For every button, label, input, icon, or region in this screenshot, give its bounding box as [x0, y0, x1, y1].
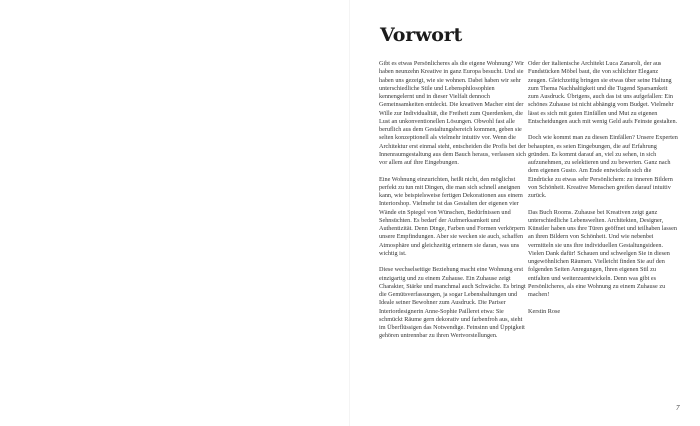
author-signature: Kerstin Rose: [528, 307, 561, 315]
paragraph: Gibt es etwas Persönlicheres als die eigene Wohnung? Wir haben neunzehn Kreative in ganz Europa besucht. Und sie haben uns gezeigt, wie sie wohnen. Dabei haben wir sehr unterschiedliche Stile und Lebensphilosophien kennengelernt und in dieser Vielfalt dennoch Gemeinsamkeiten entdeckt. Die kreativen Macher eint der Wille zur Individualität, die Freiheit zum Querdenken, die Lust an unkonventionellen Lösungen. Obwohl fast alle beruflich aus dem Gestaltungsbereich kommen, geben sie selten konzeptionell als vielmehr intuitiv vor. Wenn die Architektur erst einmal steht, entscheiden die Profis bei der Innenraumgestaltung aus dem Bauch heraus, verlassen sich vor allem auf ihre Eingebungen.: [379, 60, 526, 166]
paragraph: Oder der italienische Architekt Luca Zanaroli, der aus Fundstücken Möbel baut, die von schlichter Eleganz zeugen. Gleichzeitig bringen sie etwas über seine Haltung zum Thema Nachhaltigkeit und die Tugend Sparsamkeit zum Ausdruck. Übrigens, auch das ist uns aufgefallen: Ein schönes Zuhause ist nicht abhängig vom Budget. Vielmehr lässt es sich mit guten Einfällen und Mut zu eigenen Entscheidungen auch mit wenig Geld aufs Feinste gestalten.: [528, 60, 678, 125]
page-number: 7: [676, 404, 680, 412]
text-column-right: [528, 60, 678, 324]
paragraph: Diese wechselseitige Beziehung macht eine Wohnung erst einzigartig und zu einem Zuhause. Ein Zuhause zeigt Charakter, Stärke und manchmal auch Schwäche. Es bringt die Gemütsverfassungen, ja sogar Lebenshaltungen und Ideale seiner Bewohner zum Ausdruck. Die Pariser Interiordesignerin Anne-Sophie Pailleret etwa: Sie schmückt Räume gern dekorativ und farbenfroh aus, sieht im Überflüssigen das Notwendige. Feinsinn und Üppigkeit gehören untrennbar zu ihren Wertvorstellungen.: [379, 266, 526, 340]
paragraph: Eine Wohnung einzurichten, heißt nicht, den möglichst perfekt zu tun mit Dingen, die man sich schnell aneignen kann, wie beispielsweise fertigen Dekorationen aus einem Interiorshop. Vielmehr ist das Gestalten der eigenen vier Wände ein Spiegel von Wünschen, Bedürfnissen und Sehnsüchten. Es bedarf der Aufmerksamkeit und Authentizität. Denn Dinge, Farben und Formen verkörpern unsere Empfindungen. Aber sie wecken sie auch, schaffen Atmosphäre und gleichzeitig erinnern sie daran, was uns wichtig ist.: [379, 175, 526, 257]
page-title: Vorwort: [380, 24, 463, 46]
paragraph: Das Buch Rooms. Zuhause bei Kreativen zeigt ganz unterschiedliche Lebenswelten. Architekten, Designer, Künstler haben uns ihre Türen geöffnet und teilhaben lassen an ihren Bildern von Schönheit. Und wie nebenbei vermitteln sie uns ihre individuellen Gestaltungsideen. Vielen Dank dafür! Schauen und schwelgen Sie in diesen ungewöhnlichen Räumen. Vielleicht finden Sie auf den folgenden Seiten Anregungen, Ihren eigenen Stil zu entfalten und weiterzuentwickeln. Denn was gibt es Persönlicheres, als eine Wohnung zu einem Zuhause zu machen!: [528, 208, 677, 298]
text-column-left: [379, 60, 527, 349]
paragraph: Doch wie kommt man zu diesen Einfällen? Unsere Experten behaupten, es seien Eingebungen, die auf Erfahrung gründen. Es kommt darauf an, viel zu sehen, in sich aufzunehmen, zu selektieren und zu bewerten. Ganz nach dem eigenen Gusto. Am Ende entwickeln sich die Eindrücke zu etwas sehr Persönlichem: zu inneren Bildern von Schönheit. Kreative Menschen greifen darauf intuitiv zurück.: [528, 134, 678, 199]
